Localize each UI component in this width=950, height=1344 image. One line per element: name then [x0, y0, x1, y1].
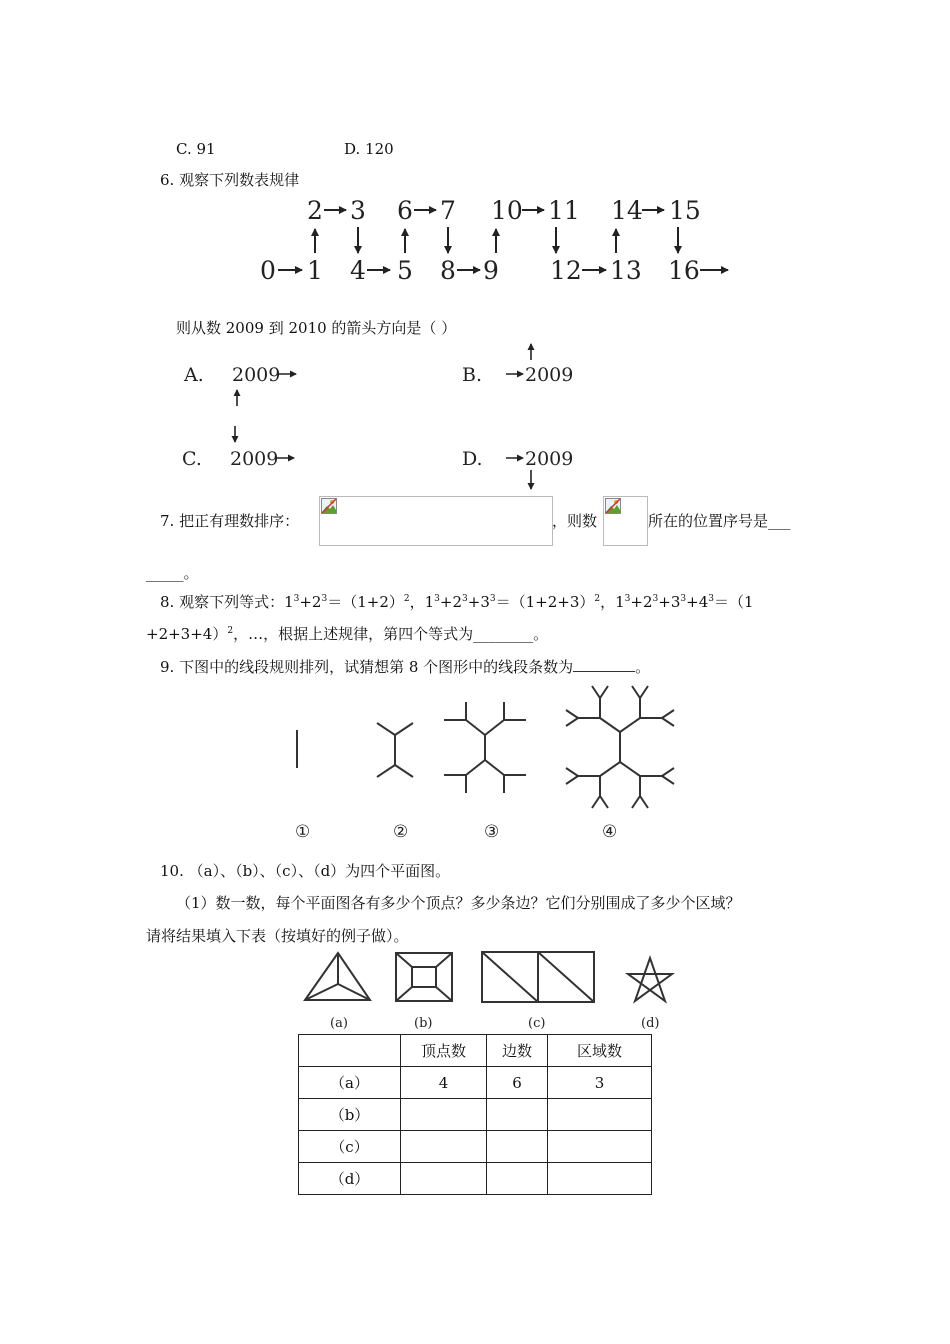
option-b-number: 2009 — [525, 364, 574, 386]
figure-label: ① — [295, 822, 311, 842]
option-d-number: 2009 — [525, 448, 574, 470]
top-number: 10 — [491, 196, 523, 225]
broken-image-sequence — [319, 496, 553, 546]
planar-graph-figures — [300, 948, 700, 1033]
bottom-number: 1 — [307, 256, 323, 285]
table-cell[interactable] — [487, 1131, 548, 1163]
figure-c — [482, 952, 594, 1002]
top-number: 7 — [440, 196, 456, 225]
bottom-number: 13 — [610, 256, 642, 285]
option-a-letter: A. — [184, 364, 204, 386]
top-number: 6 — [397, 196, 413, 225]
bottom-number: 9 — [483, 256, 499, 285]
broken-image-icon — [321, 498, 337, 514]
question-7-prefix: 7. 把正有理数排序： — [160, 512, 300, 530]
row-label: （a） — [299, 1067, 401, 1099]
figure-label: ③ — [484, 822, 500, 842]
question-8-line2: +2+3+4）$^2$，…，根据上述规律，第四个等式为________。 — [146, 625, 549, 643]
option-c-letter: C. — [182, 448, 202, 470]
bottom-number: 5 — [397, 256, 413, 285]
table-cell[interactable] — [548, 1163, 652, 1195]
header-cell: 边数 — [487, 1035, 548, 1067]
figure-b — [396, 953, 452, 1001]
option-c: C. 91 — [176, 140, 216, 158]
broken-image-icon — [605, 498, 621, 514]
table-cell: 6 — [487, 1067, 548, 1099]
figure-label: (c) — [528, 1016, 546, 1031]
question-6-options — [180, 340, 630, 480]
segment-tree-figures — [280, 680, 700, 850]
table-row — [299, 1131, 652, 1163]
question-7-suffix: 所在的位置序号是___ — [648, 512, 791, 530]
table-header-row — [299, 1035, 652, 1067]
bottom-number: 4 — [350, 256, 366, 285]
table-cell: 3 — [548, 1067, 652, 1099]
top-number: 14 — [611, 196, 643, 225]
top-number: 15 — [669, 196, 701, 225]
figure-label: ④ — [602, 822, 618, 842]
option-c-number: 2009 — [230, 448, 279, 470]
top-number: 11 — [548, 196, 580, 225]
figure-d — [628, 958, 672, 1001]
table-cell[interactable] — [548, 1131, 652, 1163]
table-row — [299, 1163, 652, 1195]
table-row — [299, 1099, 652, 1131]
table-cell[interactable] — [548, 1099, 652, 1131]
top-number: 2 — [307, 196, 323, 225]
bottom-number: 8 — [440, 256, 456, 285]
results-table — [298, 1034, 652, 1195]
answer-blank[interactable] — [573, 657, 635, 672]
figure-2 — [377, 723, 413, 777]
bottom-number: 12 — [550, 256, 582, 285]
figure-label: (d) — [641, 1016, 660, 1031]
figure-label: ② — [393, 822, 409, 842]
number-arrow-diagram — [250, 195, 750, 305]
question-8-line1: 8. 观察下列等式：$1^3+2^3=(1+2)^2$，$1^3+2^3+3^3=(1+2+3)^2$，$1^3+2^3+3^3+4^3=(1$ — [160, 593, 754, 611]
question-9-text: 9. 下图中的线段规则排列，试猜想第 8 个图形中的线段条数为 。 — [160, 658, 651, 676]
table-cell[interactable] — [401, 1163, 487, 1195]
question-7-middle: ，则数 — [552, 512, 598, 530]
broken-image-number — [603, 496, 648, 546]
figure-4 — [566, 686, 674, 808]
question-10-sub1-cont: 请将结果填入下表（按填好的例子做）。 — [146, 927, 409, 945]
table-cell[interactable] — [487, 1163, 548, 1195]
question-6-text: 则从数 2009 到 2010 的箭头方向是（ ） — [176, 319, 457, 337]
option-d-letter: D. — [462, 448, 483, 470]
option-a-number: 2009 — [232, 364, 281, 386]
bottom-number: 0 — [260, 256, 276, 285]
question-6-prompt: 6. 观察下列数表规律 — [160, 171, 300, 189]
question-10-title: 10. （a）、（b）、（c）、（d）为四个平面图。 — [160, 862, 451, 880]
bottom-number: 16 — [668, 256, 700, 285]
row-label: （b） — [299, 1099, 401, 1131]
table-cell[interactable] — [401, 1099, 487, 1131]
figure-label: (b) — [414, 1016, 433, 1031]
table-cell: 4 — [401, 1067, 487, 1099]
option-d: D. 120 — [344, 140, 394, 158]
table-cell[interactable] — [487, 1099, 548, 1131]
question-7-blank: _____。 — [146, 564, 199, 582]
figure-a — [305, 953, 370, 1000]
figure-3 — [444, 702, 526, 793]
header-cell: 顶点数 — [401, 1035, 487, 1067]
option-b-letter: B. — [462, 364, 483, 386]
table-row — [299, 1067, 652, 1099]
top-number: 3 — [350, 196, 366, 225]
header-cell — [299, 1035, 401, 1067]
header-cell: 区域数 — [548, 1035, 652, 1067]
question-10-sub1: （1）数一数，每个平面图各有多少个顶点？多少条边？它们分别围成了多少个区域？ — [176, 894, 741, 912]
row-label: （d） — [299, 1163, 401, 1195]
figure-label: (a) — [330, 1016, 348, 1031]
row-label: （c） — [299, 1131, 401, 1163]
table-cell[interactable] — [401, 1131, 487, 1163]
